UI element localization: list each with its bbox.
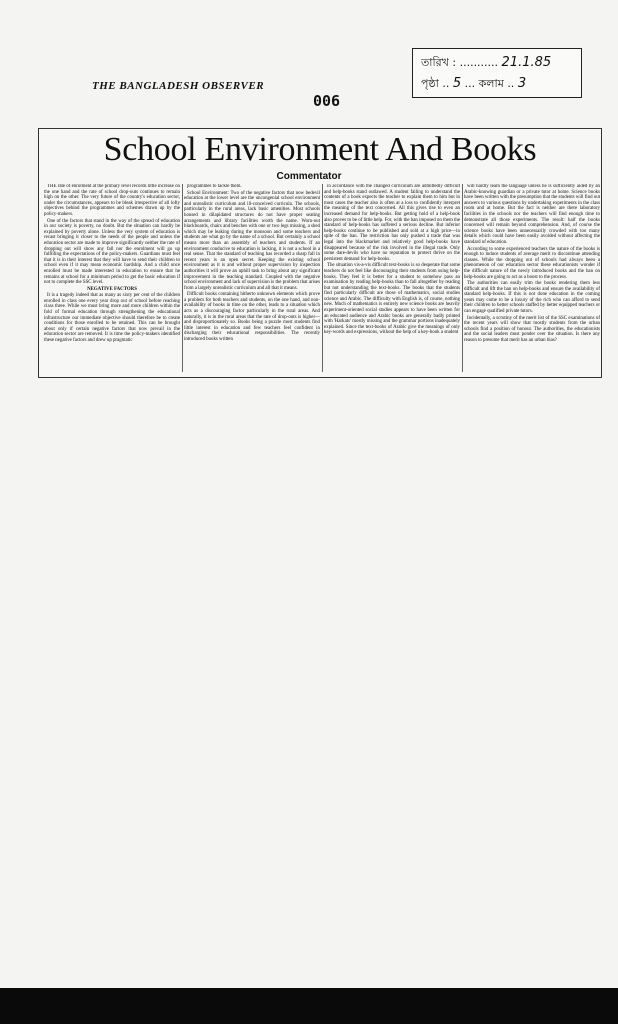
paragraph: Incidentally, a scrutiny of the merit list of the SSC examinations of the recent years will show that mostly students from the urban schools find a position of honour. The authorities, the educationists and the social leaders must ponder over the situation. Is there any reason to presume that merit has an urban bias?: [464, 315, 600, 344]
paragraph: School Environment: Two of the negative factors that now bedevil education at the lower level are the uncongenial school environment and unrealistic curriculum and ill-conceived curricula. The schools, particularly in the rural areas, lack basic amenities. Most schools housed in dilapidated structures do not have proper seating arrangements and library facilities worth the name. Worn-out blackboards, chairs and benches with one or two legs missing, a shed which may be leaking during the monsoon and some teachers and students are what go by the name of a school. But certainly a school means more than an assembly of teachers and students. If an environment conducive to education is lacking, it is not a school in a real sense. That the standard of teaching has recorded a sharp fall in recent years is an open secret. Keeping the existing school environment as it is and without proper supervision by inspection authorities it will prove an uphill task to bring about any significant improvement in the teaching standard. Coupled with the negative school environment and lack of supervision is the problem that arises from a largely unrealistic curriculum and all that it means.: [184, 190, 320, 291]
newspaper-name: THE BANGLADESH OBSERVER: [92, 80, 265, 92]
column-divider: [462, 184, 463, 372]
archive-stamp: [412, 48, 582, 98]
stamp-page-row: পৃষ্ঠা .. 5 ... কলাম .. 3: [421, 76, 527, 91]
stamp-date-value: 21.1.85: [501, 55, 552, 70]
paragraph: The situation vis-a-vis difficult text-books is so desperate that some teachers do not feel like discouraging their students from using help-books. They feel it is better for a student to somehow pass an examination by reading help-books than to fall altogether by reading but not understanding the text-books. The books that the students find particularly difficult are those of mathematics, social studies science and Arabic. The difficulty with English is, of course, nothing new. Much of mathematics is entirely new science books are heavily experiment-oriented social studies appears to have been written for an educated audience and Arabic books are generally badly printed with 'Harkats' mostly missing and the grammar portions inadequately explained. Since the text-books of Arabic give the meanings of only key-words and expressions, without the help of a key-book a student: [324, 263, 460, 336]
article-byline: Commentator: [276, 171, 342, 182]
article-column-3: [324, 184, 460, 374]
stamp-column-label: কলাম: [478, 77, 504, 90]
archive-page-number: 006: [313, 92, 341, 110]
stamp-page-value: 5: [452, 76, 462, 91]
stamp-page-label: পৃষ্ঠা: [421, 77, 439, 90]
article-headline: School Environment And Books: [103, 131, 537, 168]
paragraph: THE rate of enrolment at the primary level records little increase on the one hand and the rate of school drop-outs continues to remain high on the other. The very future of the country's education sector, under the circumstances, appears to be bleak irrespective of all lofty objectives behind the programmes and schemes drawn up by the policy-makers.: [44, 184, 180, 217]
article-column-4: [464, 184, 600, 374]
article-column-1: [44, 184, 180, 374]
paragraph: in accordance with the changed curriculum are admittedly difficult and help-books stand outlawed. A student failing to understand the contents of a book expects the teacher to explain them to him but in most cases the teacher also is often at a loss to confidently interpret the meaning of the text concerned. All this gives rise to even an increased demand for help-books. But getting hold of a help-book also proves to be of little help. For, with the ban imposed on them the standard of help-books has suffered a serious decline. But inferior help-books continue to be published and sold at a high price—in spite of the ban. The restriction has only pushed a trade that was legal into the blackmarket and relatively good help-books have disappeared because of the risk involved in the illegal trade. Only some dare-devils who have no reputation to protect thrive on the persistent demand for help-books.: [324, 184, 460, 262]
column-divider: [322, 184, 323, 372]
paragraph: The authorities can easily trim the books rendering them less difficult and lift the ban on help-books and ensure the availability of standard help-books. If this is not done education in the coming years may come to be a luxury of the rich who can afford to send their children to better schools staffed by better equipped teachers or can engage qualified private tutors.: [464, 281, 600, 315]
column-divider: [182, 184, 183, 372]
paragraph: Difficult books containing hitherto unknown elements which prove a problem for both teachers and students, on the one hand, and non-availability of books in time on the other, leads to a situation which acts as a discouraging factor particularly in the rural areas. And naturally, it is in the rural areas that the rate of drop-outs is higher—and disproportionately so. Books being a puzzle most students find little interest in education and few teachers feel confident in discharging their educational responsibilities. The recently introduced books written: [184, 292, 320, 343]
paragraph: programmes to tackle them.: [187, 184, 242, 189]
stamp-date-row: তারিখ : ........... 21.1.85: [421, 55, 552, 70]
subheading: NEGATIVE FACTORS: [87, 286, 137, 292]
paragraph: will hardly learn the language unless he is sufficiently aided by an Arabic-knowing guardian or a private tutor at home. Science books have been written with the presumption that the students will find out answers to various questions by undertaking experiments in the class room and at home. But the fact is neither are there laboratory facilities in the schools nor the teachers will find enough time to demonstrate all those experiments. The result: half the books concerned will remain beyond comprehension. And, of course the science books have been unnecessarily crowded with too many details which could have been easily avoided without affecting the standard of education.: [464, 184, 600, 245]
article-column-2: [184, 184, 320, 374]
paragraph: It is a tragedy indeed that as many as sixty per cent of the children enrolled in class one every year drop out of school before reaching class three. While we must bring more and more children within the fold of formal education through strengthening the educational infrastructure our immediate objective should therefore be to create conditions for those enrolled to be retained. This can be brought about only if certain negative factors that now prevail in the education sector are removed. It is time the policy-makers identified these negative factors and drew up pragmatic: [44, 293, 180, 344]
stamp-column-value: 3: [517, 76, 527, 91]
scan-bottom-edge: [0, 988, 618, 1024]
paragraph: According to some experienced teachers the nature of the books is enough to induce students of average merit to discontinue attending classes. While the dropping out of schools had always been a phenomenon of our education sector these educationists wonder if the difficult nature of the newly introduced books and the ban on help-books are going to act as a boost to the process.: [464, 246, 600, 280]
paragraph: One of the factors that stand in the way of the spread of education in our society is poverty, no doubt. But the situation can hardly be explained by poverty alone. Unless the very system of education is recast bringing it closer to the needs of the people and unless the education sector are made to improve significantly neither the rate of dropping out will show any fall nor the enrolment will go up fulfilling the expectations of the policy-makers. Guardians must feel that it is in their interest that they will have to send their children to school even if it may mean economic hardship. And a child once enrolled must be made interested in education to ensure that he remains at school for a minimum period to get the basic education if not to complete the SSC level.: [44, 218, 180, 286]
stamp-date-label: তারিখ: [421, 56, 449, 69]
